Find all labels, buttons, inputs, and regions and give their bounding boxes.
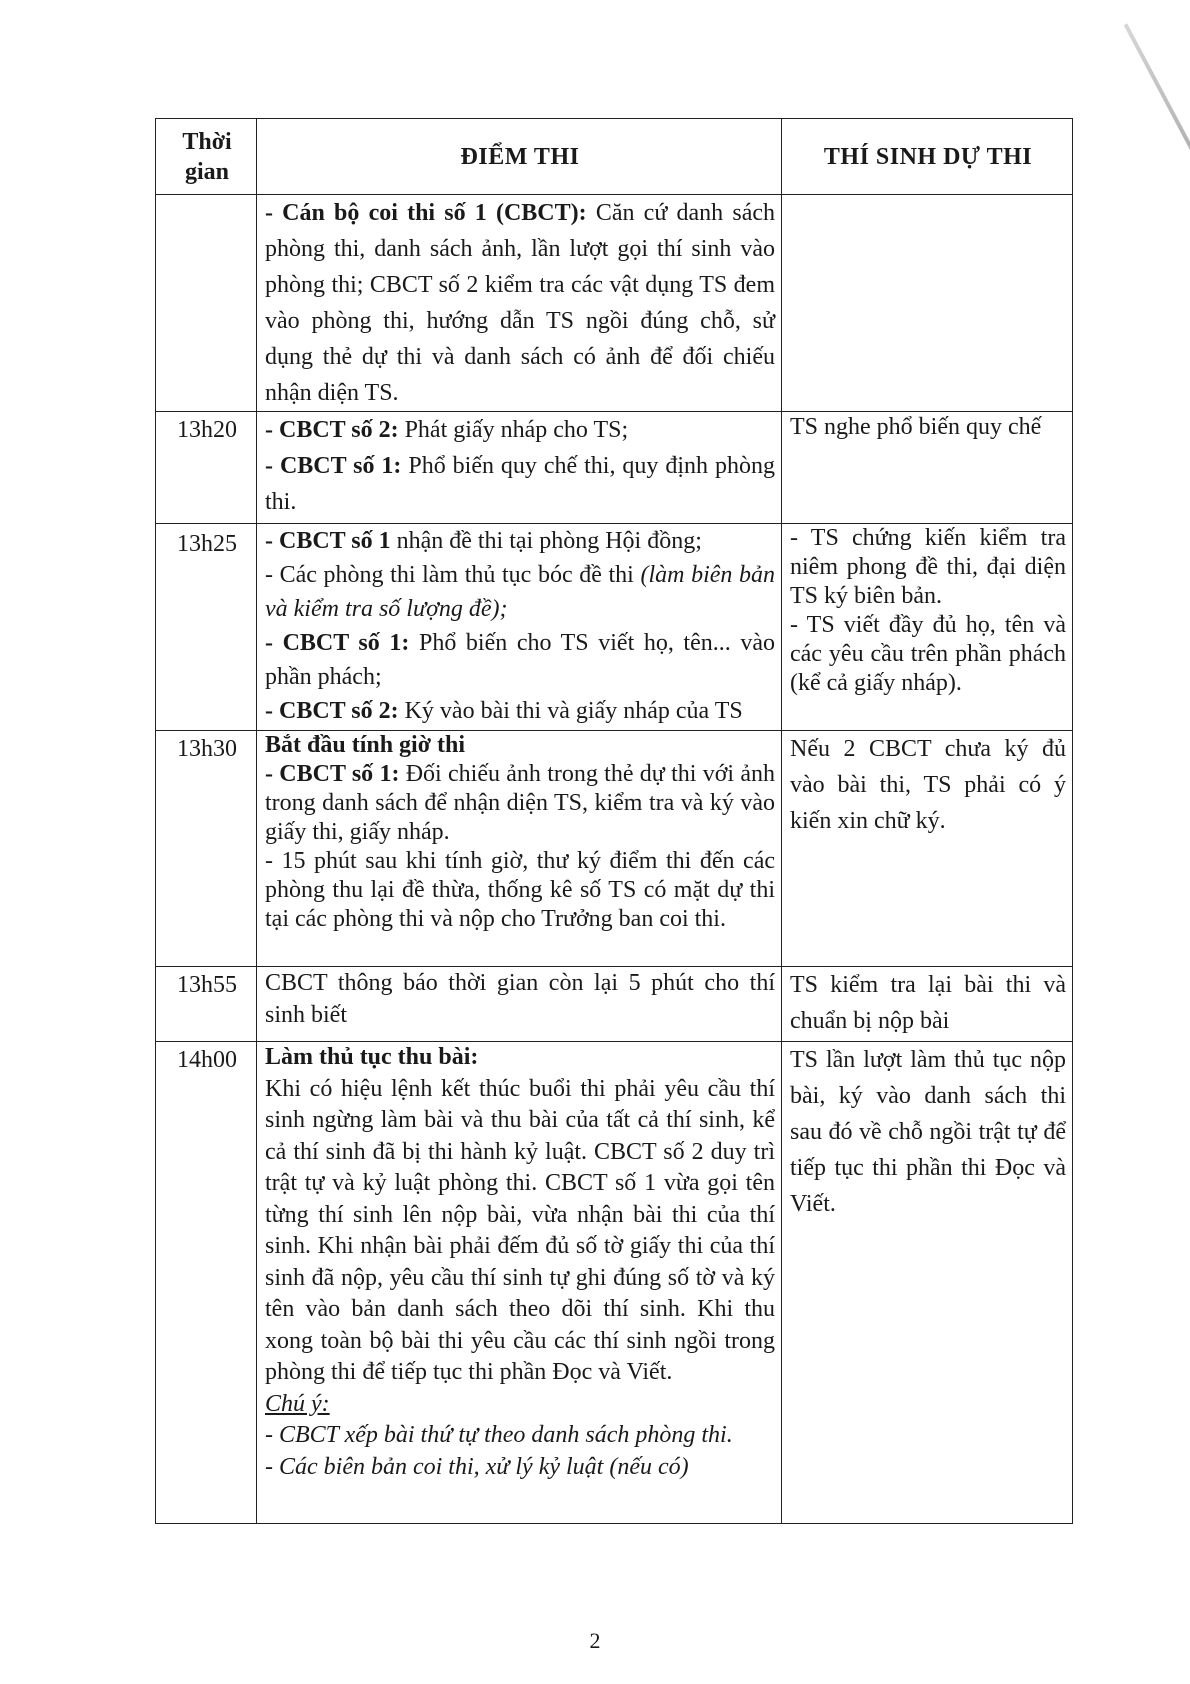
header-candidate: THÍ SINH DỰ THI [782, 119, 1073, 195]
time-cell: 13h55 [156, 967, 257, 1042]
candidate-cell [782, 524, 1073, 731]
exam-site-cell [257, 412, 782, 524]
role-label: - CBCT số 1: [265, 761, 400, 787]
role-label: - Cán bộ coi thi số 1 (CBCT): [265, 200, 587, 226]
instruction-text: Ký vào bài thi và giấy nháp của TS [398, 698, 743, 724]
exam-site-cell [257, 1042, 782, 1524]
instruction-text: Khi có hiệu lệnh kết thúc buổi thi phải yêu cầu thí sinh ngừng làm bài và thu bài của tất cả thí sinh, kể cả thí sinh đã bị thi hành kỷ luật. CBCT số 2 duy trì trật tự và kỷ luật phòng thi. CBCT số 1 vừa gọi tên từng thí sinh lên nộp bài, vừa nhận bài thi của thí sinh. Khi nhận bài phải đếm đủ số tờ giấy thi của thí sinh đã nộp, yêu cầu thí sinh tự ghi đúng số tờ và ký tên vào bản danh sách theo dõi thí sinh. Khi thu xong toàn bộ bài thi yêu cầu các thí sinh ngồi trong phòng thi để tiếp tục thi phần Đọc và Viết. [265, 1075, 775, 1385]
candidate-cell [782, 412, 1073, 524]
role-label: - CBCT số 1: [265, 630, 410, 656]
candidate-text: TS kiểm tra lại bài thi và chuẩn bị nộp bài [790, 972, 1066, 1034]
candidate-text: Nếu 2 CBCT chưa ký đủ vào bài thi, TS phải có ý kiến xin chữ ký. [790, 736, 1066, 834]
instruction-note: (làm biên bản và kiểm tra số lượng đề); [265, 562, 776, 622]
instruction-text: Phổ biến quy chế thi, quy định phòng thi. [265, 453, 775, 515]
header-exam-site: ĐIỂM THI [257, 119, 782, 195]
table-row [156, 195, 1073, 412]
candidate-text: TS nghe phổ biến quy chế [790, 414, 1042, 440]
time-cell: 13h25 [156, 524, 257, 731]
table-header-row [156, 119, 1073, 195]
instruction-text: Căn cứ danh sách phòng thi, danh sách ảnh, lần lượt gọi thí sinh vào phòng thi; CBCT số 2 kiểm tra các vật dụng TS đem vào phòng thi, hướng dẫn TS ngồi đúng chỗ, sử dụng thẻ dự thi và danh sách có ảnh để đối chiếu nhận diện TS. [265, 200, 775, 406]
note-label: Chú ý: [265, 1390, 330, 1417]
candidate-cell [782, 967, 1073, 1042]
section-heading: Làm thủ tục thu bài: [265, 1044, 479, 1070]
table-row [156, 524, 1073, 731]
table-row [156, 731, 1073, 967]
table-row [156, 412, 1073, 524]
instruction-text: CBCT thông báo thời gian còn lại 5 phút cho thí sinh biết [265, 970, 775, 1028]
header-time: Thời gian [156, 119, 257, 195]
instruction-text: nhận đề thi tại phòng Hội đồng; [390, 528, 702, 554]
exam-site-cell [257, 524, 782, 731]
instruction-text: Đối chiếu ảnh trong thẻ dự thi với ảnh trong danh sách để nhận diện TS, kiểm tra và ký vào giấy thi, giấy nháp. [265, 761, 775, 845]
page-number: 2 [589, 1628, 601, 1653]
note-item: - CBCT xếp bài thứ tự theo danh sách phòng thi. [265, 1422, 733, 1448]
scan-edge-mark [1124, 23, 1190, 166]
instruction-text: - 15 phút sau khi tính giờ, thư ký điểm thi đến các phòng thu lại đề thừa, thống kê số TS có mặt dự thi tại các phòng thi và nộp cho Trưởng ban coi thi. [265, 848, 775, 932]
candidate-cell [782, 1042, 1073, 1524]
time-cell: 13h30 [156, 731, 257, 967]
candidate-text: - TS chứng kiến kiểm tra niêm phong đề thi, đại diện TS ký biên bản. [790, 525, 1066, 609]
candidate-cell [782, 731, 1073, 967]
role-label: - CBCT số 2: [265, 417, 399, 443]
time-cell: 13h20 [156, 412, 257, 524]
note-item: - Các biên bản coi thi, xử lý kỷ luật (nếu có) [265, 1453, 689, 1480]
instruction-text: Phổ biến cho TS viết họ, tên... vào phần phách; [265, 630, 776, 690]
table-row [156, 967, 1073, 1042]
exam-site-cell [257, 195, 782, 412]
time-cell [156, 195, 257, 412]
instruction-text: - Các phòng thi làm thủ tục bóc đề thi [265, 562, 641, 588]
role-label: - CBCT số 2: [265, 698, 399, 724]
time-cell: 14h00 [156, 1042, 257, 1524]
exam-site-cell [257, 967, 782, 1042]
candidate-text: - TS viết đầy đủ họ, tên và các yêu cầu trên phần phách (kể cả giấy nháp). [790, 612, 1066, 696]
candidate-text: TS lần lượt làm thủ tục nộp bài, ký vào danh sách thi sau đó về chỗ ngồi trật tự để tiếp tục thi phần thi Đọc và Viết. [790, 1047, 1066, 1217]
table-row [156, 1042, 1073, 1524]
candidate-cell [782, 195, 1073, 412]
section-heading: Bắt đầu tính giờ thi [265, 732, 466, 758]
role-label: - CBCT số 1 [265, 528, 391, 554]
instruction-text: Phát giấy nháp cho TS; [398, 417, 629, 443]
exam-site-cell [257, 731, 782, 967]
role-label: - CBCT số 1: [265, 453, 402, 479]
exam-schedule-table [155, 118, 1073, 1524]
